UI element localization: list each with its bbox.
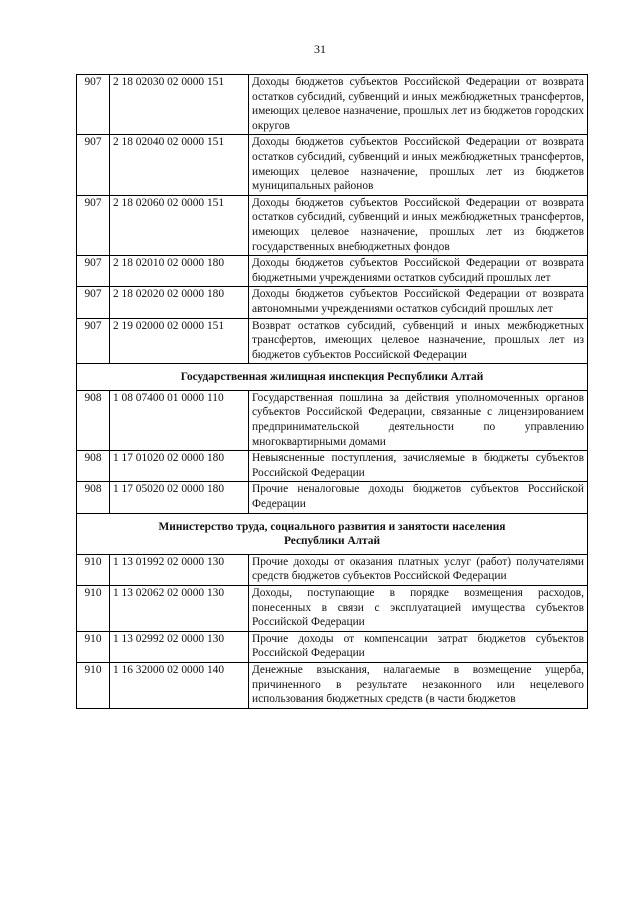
income-description-cell: Прочие доходы от компенсации затрат бюджетов субъектов Российской Федерации (249, 631, 588, 662)
budget-classification-code-cell: 1 13 02992 02 0000 130 (110, 631, 249, 662)
table-body (77, 75, 588, 709)
budget-classification-code-cell: 1 17 01020 02 0000 180 (110, 451, 249, 482)
table-row (77, 554, 588, 585)
admin-code-cell: 907 (77, 195, 110, 255)
table-row (77, 75, 588, 135)
income-description-cell: Прочие доходы от оказания платных услуг (работ) получателями средств бюджетов субъектов Российской Федерации (249, 554, 588, 585)
admin-code-cell: 907 (77, 256, 110, 287)
table-row (77, 318, 588, 364)
income-description-cell: Доходы бюджетов субъектов Российской Федерации от возврата остатков субсидий, субвенций и иных межбюджетных трансфертов, имеющих целевое назначение, прошлых лет из бюджетов городских округов (249, 75, 588, 135)
table-row (77, 195, 588, 255)
section-title-line: Республики Алтай (283, 535, 381, 548)
budget-classification-code-cell: 2 18 02030 02 0000 151 (110, 75, 249, 135)
budget-classification-code-cell: 2 18 02010 02 0000 180 (110, 256, 249, 287)
section-title (77, 364, 588, 391)
budget-classification-code-cell: 2 19 02000 02 0000 151 (110, 318, 249, 364)
income-description-cell: Возврат остатков субсидий, субвенций и иных межбюджетных трансфертов, имеющих целевое назначение, прошлых лет из бюджетов субъектов Российской Федерации (249, 318, 588, 364)
revenue-codes-table (76, 74, 588, 709)
table-row (77, 662, 588, 708)
admin-code-cell: 907 (77, 135, 110, 195)
income-description-cell: Прочие неналоговые доходы бюджетов субъектов Российской Федерации (249, 482, 588, 513)
income-description-cell: Доходы, поступающие в порядке возмещения расходов, понесенных в связи с эксплуатацией имущества субъектов Российской Федерации (249, 586, 588, 632)
section-title (77, 513, 588, 554)
admin-code-cell: 910 (77, 586, 110, 632)
section-title-line: Государственная жилищная инспекция Республики Алтай (180, 371, 484, 384)
admin-code-cell: 910 (77, 662, 110, 708)
income-description-cell: Доходы бюджетов субъектов Российской Федерации от возврата остатков субсидий, субвенций и иных межбюджетных трансфертов, имеющих целевое назначение, прошлых лет из бюджетов государственных внебюджетных фондов (249, 195, 588, 255)
section-title-line: Министерство труда, социального развития и занятости населения (158, 520, 506, 533)
income-description-cell: Невыясненные поступления, зачисляемые в бюджеты субъектов Российской Федерации (249, 451, 588, 482)
income-description-cell: Доходы бюджетов субъектов Российской Федерации от возврата остатков субсидий, субвенций и иных межбюджетных трансфертов, имеющих целевое назначение, прошлых лет из бюджетов муниципальных районов (249, 135, 588, 195)
budget-classification-code-cell: 2 18 02020 02 0000 180 (110, 287, 249, 318)
budget-classification-code-cell: 1 13 01992 02 0000 130 (110, 554, 249, 585)
admin-code-cell: 910 (77, 631, 110, 662)
budget-classification-code-cell: 1 13 02062 02 0000 130 (110, 586, 249, 632)
admin-code-cell: 908 (77, 451, 110, 482)
page-number: 31 (314, 42, 326, 56)
income-description-cell: Доходы бюджетов субъектов Российской Федерации от возврата автономными учреждениями остатков субсидий прошлых лет (249, 287, 588, 318)
admin-code-cell: 908 (77, 390, 110, 450)
income-description-cell: Доходы бюджетов субъектов Российской Федерации от возврата бюджетными учреждениями остатков субсидий прошлых лет (249, 256, 588, 287)
budget-classification-code-cell: 1 17 05020 02 0000 180 (110, 482, 249, 513)
income-description-cell: Денежные взыскания, налагаемые в возмещение ущерба, причиненного в результате незаконного или нецелевого использования бюджетных средств (в части бюджетов (249, 662, 588, 708)
table-row (77, 451, 588, 482)
budget-classification-code-cell: 1 08 07400 01 0000 110 (110, 390, 249, 450)
admin-code-cell: 907 (77, 318, 110, 364)
table-row (77, 287, 588, 318)
admin-code-cell: 908 (77, 482, 110, 513)
budget-classification-code-cell: 1 16 32000 02 0000 140 (110, 662, 249, 708)
section-header-row (77, 513, 588, 554)
table-row (77, 482, 588, 513)
admin-code-cell: 910 (77, 554, 110, 585)
admin-code-cell: 907 (77, 75, 110, 135)
table-row (77, 135, 588, 195)
table-row (77, 256, 588, 287)
admin-code-cell: 907 (77, 287, 110, 318)
table-row (77, 586, 588, 632)
income-description-cell: Государственная пошлина за действия уполномоченных органов субъектов Российской Федерации, связанные с лицензированием предпринимательской деятельности по управлению многоквартирными домами (249, 390, 588, 450)
table-row (77, 631, 588, 662)
section-header-row (77, 364, 588, 391)
budget-classification-code-cell: 2 18 02060 02 0000 151 (110, 195, 249, 255)
table-row (77, 390, 588, 450)
budget-classification-code-cell: 2 18 02040 02 0000 151 (110, 135, 249, 195)
